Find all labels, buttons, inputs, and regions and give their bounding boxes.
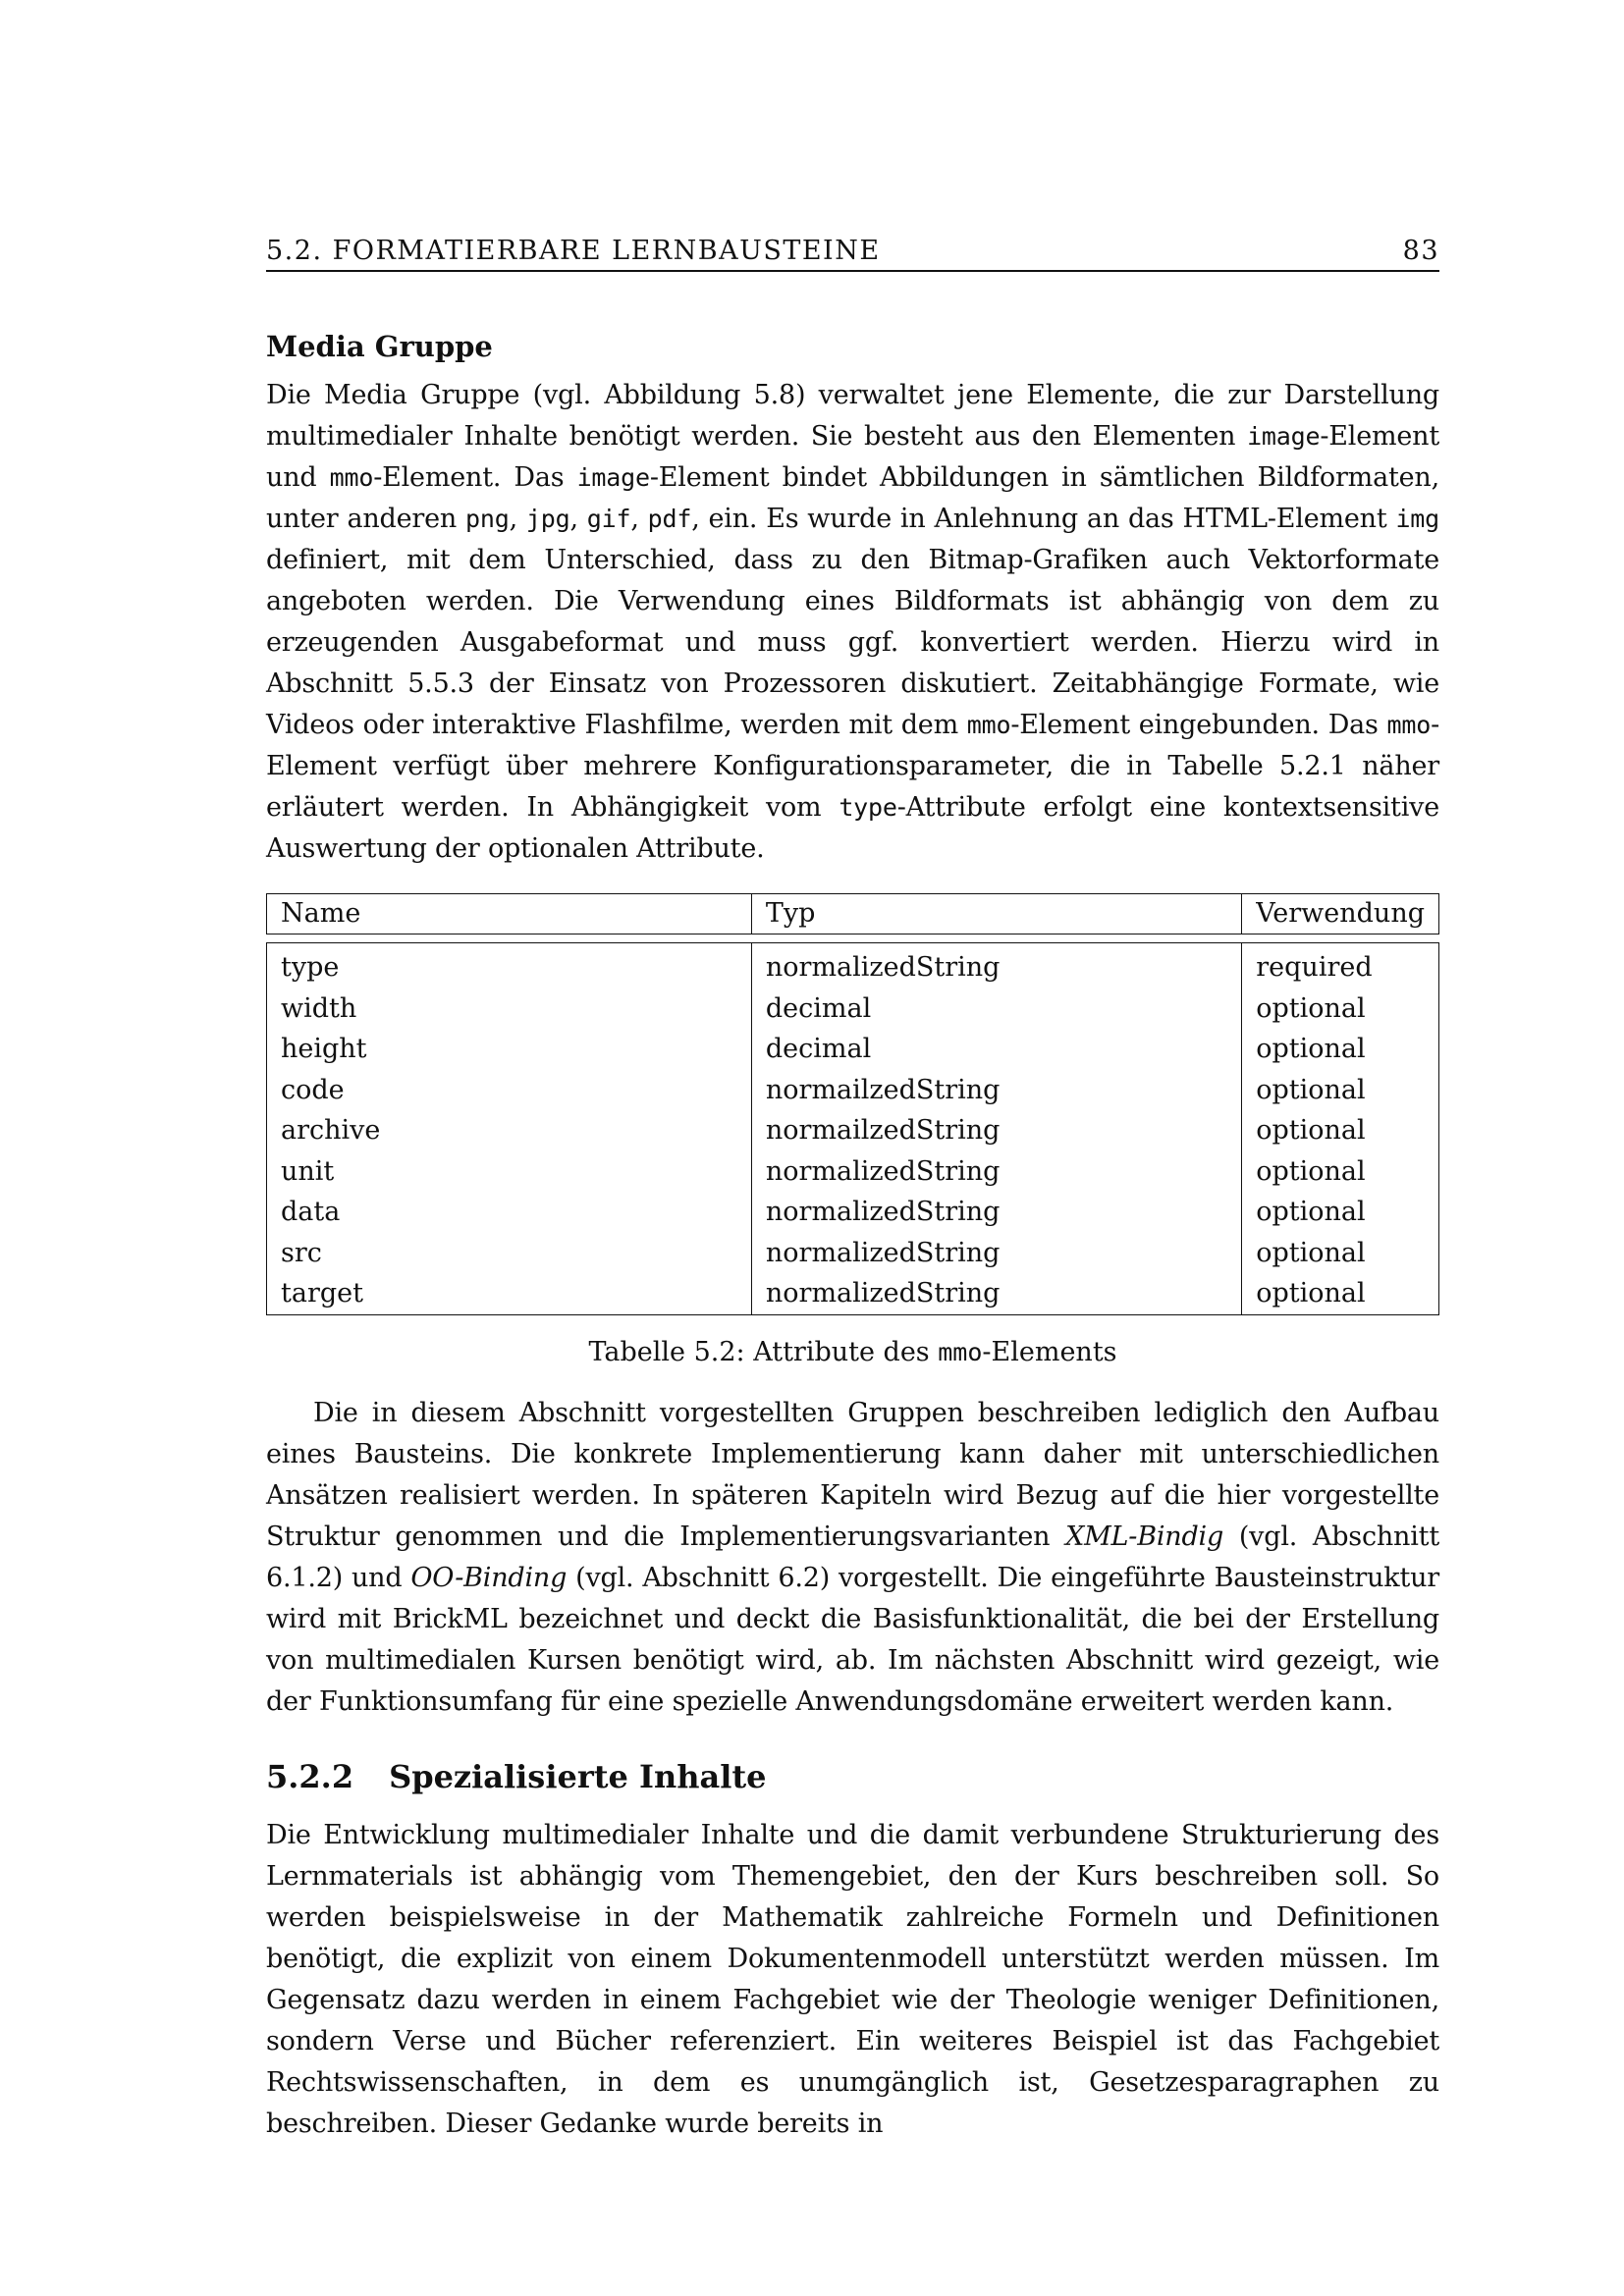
code-png: png — [465, 505, 510, 533]
section-paragraph: Die Entwicklung multimedialer Inhalte und die damit verbundene Strukturierung des Lernmaterials ist abhängig vom Themengebiet, den der Kurs beschreiben soll. So werden beispielsweise in der Mathematik zahlreiche Formeln und Definitionen benötigt, die explizit von einem Dokumentenmodell unterstützt werden müssen. Im Gegensatz dazu werden in einem Fachgebiet wie der Theologie weniger Definitionen, sondern Verse und Bücher referenziert. Ein weiteres Beispiel ist das Fachgebiet Rechtswissenschaften, in dem es unumgänglich ist, Gesetzesparagraphen zu beschreiben. Dieser Gedanke wurde bereits in — [266, 1819, 1439, 2139]
media-group-paragraph: Die Media Gruppe (vgl. Abbildung 5.8) verwaltet jene Elemente, die zur Darstellung multimedialer Inhalte benötigt werden. Sie besteht aus den Elementen image-Element und mmo-Element. Das image-Element bindet Abbildungen in sämtlichen Bildformaten, unter anderen png, jpg, gif, pdf, ein. Es wurde in Anlehnung an das HTML-Element img definiert, mit dem Unterschied, dass zu den Bitmap-Grafiken auch Vektorformate angeboten werden. Die Verwendung eines Bildformats ist abhängig von dem zu erzeugenden Ausgabeformat und muss ggf. konvertiert werden. Hierzu wird in Abschnitt 5.5.3 der Einsatz von Prozessoren diskutiert. Zeitabhängige Formate, wie Videos oder interaktive Flashfilme, werden mit dem mmo-Element eingebunden. Das mmo-Element verfügt über mehrere Konfigurationsparameter, die in Tabelle 5.2.1 näher erläutert werden. In Abhängigkeit vom type-Attribute erfolgt eine kontextsensitive Auswertung der optionalen Attribute. — [266, 380, 1439, 864]
table-row: type normalizedString required — [267, 943, 1439, 988]
code-image: image — [1247, 422, 1321, 451]
table-row: archive normailzedString optional — [267, 1110, 1439, 1151]
code-mmo: mmo — [329, 463, 374, 492]
media-group-heading: Media Gruppe — [266, 330, 493, 363]
table-spacer — [267, 934, 1439, 943]
code-pdf: pdf — [647, 505, 692, 533]
table-row: unit normalizedString optional — [267, 1151, 1439, 1193]
code-gif: gif — [586, 505, 631, 533]
emphasis-xml-binding: XML-Bindig — [1065, 1521, 1224, 1552]
table-row: data normalizedString optional — [267, 1192, 1439, 1233]
section-heading — [266, 1758, 1439, 1795]
code-mmo: mmo — [1386, 711, 1432, 739]
column-header-typ: Typ — [751, 894, 1241, 934]
running-header — [266, 236, 1439, 272]
section-number: 5.2.2 — [266, 1757, 354, 1795]
code-jpg: jpg — [525, 505, 570, 533]
column-header-name: Name — [267, 894, 752, 934]
table-row: code normailzedString optional — [267, 1070, 1439, 1111]
attribute-table — [266, 893, 1439, 1315]
code-mmo: mmo — [938, 1337, 983, 1366]
table-row: src normalizedString optional — [267, 1233, 1439, 1274]
table-row: target normalizedString optional — [267, 1273, 1439, 1314]
table-header-row — [267, 894, 1439, 934]
code-type: type — [839, 793, 897, 822]
summary-paragraph: Die in diesem Abschnitt vorgestellten Gruppen beschreiben lediglich den Aufbau eines Bausteins. Die konkrete Implementierung kann daher mit unterschiedlichen Ansätzen realisiert werden. In späteren Kapiteln wird Bezug auf die hier vorgestellte Struktur genommen und die Implementierungsvarianten XML-Bindig (vgl. Abschnitt 6.1.2) und OO-Binding (vgl. Abschnitt 6.2) vorgestellt. Die eingeführte Bausteinstruktur wird mit BrickML bezeichnet und deckt die Basisfunktionalität, die bei der Erstellung von multimedialen Kursen benötigt wird, ab. Im nächsten Abschnitt wird gezeigt, wie der Funktionsumfang für eine spezielle Anwendungsdomäne erweitert werden kann. — [266, 1397, 1439, 1717]
code-image: image — [576, 463, 650, 492]
code-img: img — [1395, 505, 1439, 533]
page-number: 83 — [1402, 236, 1439, 266]
page-body — [266, 330, 1439, 2145]
table-row: height decimal optional — [267, 1029, 1439, 1070]
table-caption: Tabelle 5.2: Attribute des mmo-Elements — [588, 1336, 1117, 1367]
running-title: 5.2. FORMATIERBARE LERNBAUSTEINE — [266, 236, 881, 266]
table-row: width decimal optional — [267, 988, 1439, 1030]
column-header-verwendung: Verwendung — [1242, 894, 1439, 934]
code-mmo: mmo — [966, 711, 1011, 739]
section-title: Spezialisierte Inhalte — [389, 1757, 767, 1795]
emphasis-oo-binding: OO-Binding — [410, 1562, 568, 1593]
attribute-table-wrapper — [266, 893, 1439, 1315]
